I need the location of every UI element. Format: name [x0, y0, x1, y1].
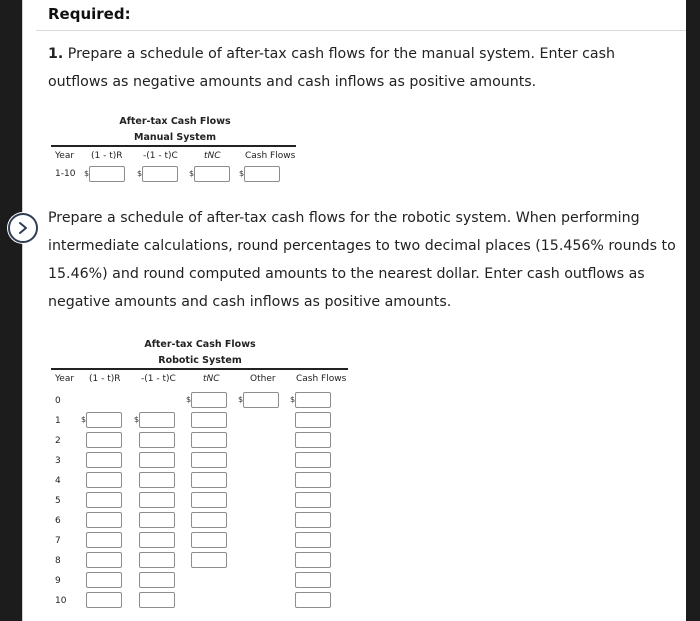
manual-tnc-input[interactable]: [194, 166, 230, 182]
robotic-revenue-input[interactable]: [86, 452, 122, 468]
robotic-cashflow-input[interactable]: [295, 552, 331, 568]
robotic-cashflow-input[interactable]: [295, 592, 331, 608]
robotic-revenue-input[interactable]: [86, 512, 122, 528]
robotic-header-cost: -(1 - t)C: [141, 374, 176, 384]
currency-sign: $: [186, 395, 192, 404]
robotic-header-revenue: (1 - t)R: [89, 374, 121, 384]
required-heading: Required:: [48, 5, 131, 23]
currency-sign: $: [238, 395, 244, 404]
robotic-row-year: 2: [55, 436, 61, 446]
robotic-row-year: 7: [55, 536, 61, 546]
robotic-cashflow-input[interactable]: [295, 492, 331, 508]
manual-header-year: Year: [55, 151, 75, 161]
robotic-cost-input[interactable]: [139, 492, 175, 508]
robotic-other-input[interactable]: [243, 392, 279, 408]
right-frame: [686, 0, 700, 621]
robotic-revenue-input[interactable]: [86, 432, 122, 448]
robotic-table-title: After-tax Cash Flows: [144, 339, 256, 350]
robotic-row-year: 6: [55, 516, 61, 526]
robotic-tnc-input[interactable]: [191, 552, 227, 568]
robotic-cost-input[interactable]: [139, 432, 175, 448]
question-1-number: 1.: [48, 46, 64, 62]
robotic-table-subtitle: Robotic System: [158, 355, 242, 366]
manual-header-tnc: tNC: [204, 151, 221, 161]
currency-sign: $: [137, 169, 143, 178]
manual-header-cashflows: Cash Flows: [245, 151, 296, 161]
robotic-header-tnc: tNC: [203, 374, 220, 384]
robotic-cost-input[interactable]: [139, 452, 175, 468]
robotic-row-year: 1: [55, 416, 61, 426]
currency-sign: $: [290, 395, 296, 404]
currency-sign: $: [81, 415, 87, 424]
currency-sign: $: [189, 169, 195, 178]
manual-table-title: After-tax Cash Flows: [119, 116, 231, 127]
robotic-revenue-input[interactable]: [86, 592, 122, 608]
manual-table-rule: [51, 145, 296, 147]
robotic-cashflow-input[interactable]: [295, 472, 331, 488]
manual-revenue-input[interactable]: [89, 166, 125, 182]
robotic-revenue-input[interactable]: [86, 552, 122, 568]
manual-header-cost: -(1 - t)C: [143, 151, 178, 161]
robotic-tnc-input[interactable]: [191, 392, 227, 408]
robotic-revenue-input[interactable]: [86, 412, 122, 428]
robotic-tnc-input[interactable]: [191, 432, 227, 448]
robotic-table-rule: [51, 368, 348, 370]
robotic-cashflow-input[interactable]: [295, 412, 331, 428]
robotic-revenue-input[interactable]: [86, 492, 122, 508]
question-1: [48, 40, 668, 96]
robotic-tnc-input[interactable]: [191, 492, 227, 508]
robotic-header-cashflows: Cash Flows: [296, 374, 347, 384]
robotic-row-year: 8: [55, 556, 61, 566]
robotic-row-year: 0: [55, 396, 61, 406]
robotic-revenue-input[interactable]: [86, 572, 122, 588]
robotic-cashflow-input[interactable]: [295, 572, 331, 588]
manual-table-subtitle: Manual System: [134, 132, 216, 143]
manual-cashflow-input[interactable]: [244, 166, 280, 182]
manual-row-year: 1-10: [55, 169, 76, 179]
question-2-text: Prepare a schedule of after-tax cash flows for the robotic system. When performing intermediate calculations, round percentages to two decimal places (15.456% rounds to 15.46%) and round computed amounts to the nearest dollar. Enter cash outflows as negative amounts and cash inflows as positive amounts.: [48, 210, 676, 310]
robotic-tnc-input[interactable]: [191, 532, 227, 548]
divider: [36, 30, 686, 31]
robotic-cashflow-input[interactable]: [295, 392, 331, 408]
robotic-tnc-input[interactable]: [191, 472, 227, 488]
robotic-row-year: 3: [55, 456, 61, 466]
robotic-row-year: 5: [55, 496, 61, 506]
currency-sign: $: [239, 169, 245, 178]
robotic-revenue-input[interactable]: [86, 472, 122, 488]
robotic-cashflow-input[interactable]: [295, 432, 331, 448]
robotic-tnc-input[interactable]: [191, 452, 227, 468]
robotic-tnc-input[interactable]: [191, 412, 227, 428]
collapse-toggle[interactable]: [8, 213, 38, 243]
robotic-header-year: Year: [55, 374, 75, 384]
currency-sign: $: [134, 415, 140, 424]
manual-cost-input[interactable]: [142, 166, 178, 182]
robotic-cashflow-input[interactable]: [295, 532, 331, 548]
robotic-revenue-input[interactable]: [86, 532, 122, 548]
currency-sign: $: [84, 169, 90, 178]
robotic-cost-input[interactable]: [139, 572, 175, 588]
chevron-right-icon: [16, 221, 30, 235]
robotic-cashflow-input[interactable]: [295, 452, 331, 468]
question-1-text: Prepare a schedule of after-tax cash flows for the manual system. Enter cash outflows as negative amounts and cash inflows as positive amounts.: [48, 46, 615, 90]
robotic-tnc-input[interactable]: [191, 512, 227, 528]
robotic-cost-input[interactable]: [139, 532, 175, 548]
robotic-cost-input[interactable]: [139, 512, 175, 528]
manual-header-revenue: (1 - t)R: [91, 151, 123, 161]
robotic-cost-input[interactable]: [139, 592, 175, 608]
robotic-header-other: Other: [250, 374, 276, 384]
robotic-row-year: 4: [55, 476, 61, 486]
robotic-cashflow-input[interactable]: [295, 512, 331, 528]
robotic-cost-input[interactable]: [139, 552, 175, 568]
robotic-cost-input[interactable]: [139, 412, 175, 428]
robotic-row-year: 9: [55, 576, 61, 586]
robotic-row-year: 10: [55, 596, 67, 606]
left-frame: [0, 0, 22, 621]
robotic-cost-input[interactable]: [139, 472, 175, 488]
